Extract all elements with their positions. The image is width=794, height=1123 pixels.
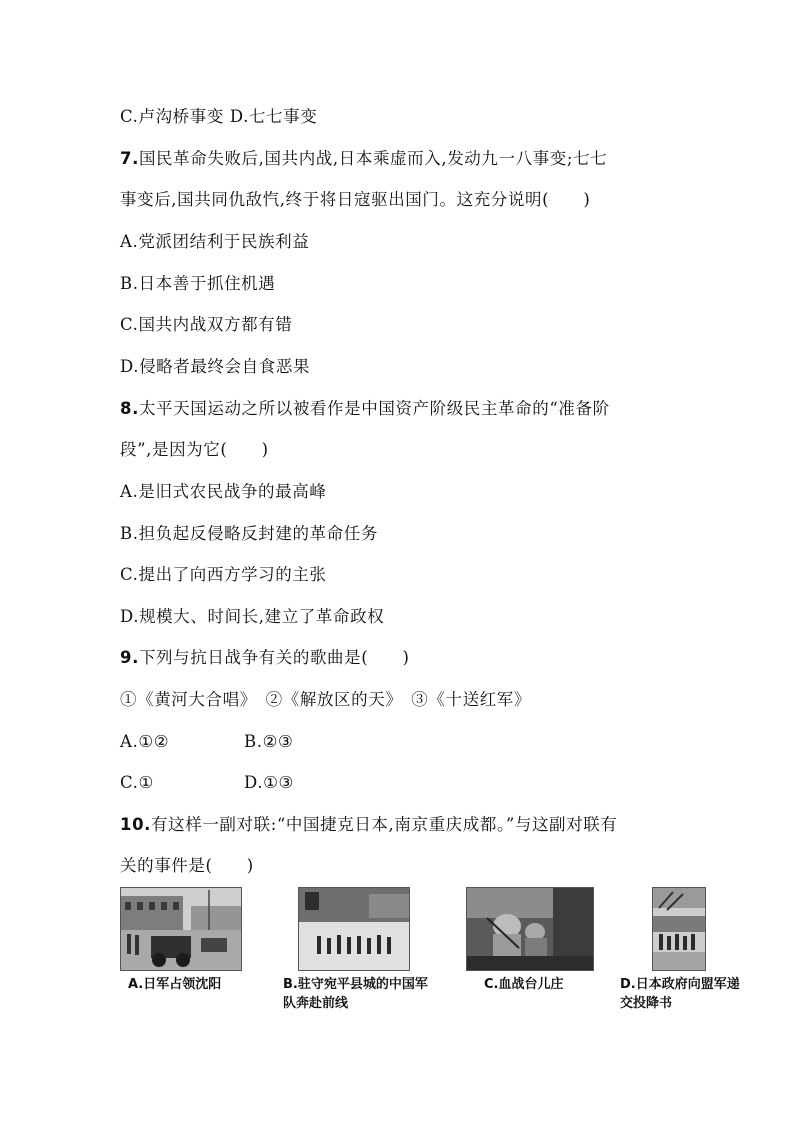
photo-b-wanping-troops xyxy=(298,887,410,971)
q9-option-a: A.①② xyxy=(120,732,170,751)
q7-option-d: D.侵略者最终会自食恶果 xyxy=(120,357,311,376)
q8-option-d: D.规模大、时间长,建立了革命政权 xyxy=(120,607,385,626)
q10-stem-line1 xyxy=(120,814,617,836)
q10-number: 10. xyxy=(120,815,152,834)
caption-d: D.日本政府向盟军递交投降书 xyxy=(620,977,740,1011)
caption-c: C.血战台儿庄 xyxy=(484,977,564,992)
q9-stem-text1: 下列与抗日战争有关的歌曲是( ) xyxy=(138,648,410,667)
q9-option-b: B.②③ xyxy=(244,732,294,751)
q9-number: 9. xyxy=(120,648,139,667)
q8-option-b: B.担负起反侵略反封建的革命任务 xyxy=(120,524,378,543)
photo-c-taierzhuang-battle xyxy=(466,887,594,971)
caption-b: B.驻守宛平县城的中国军队奔赴前线 xyxy=(283,977,428,1011)
q7-option-b: B.日本善于抓住机遇 xyxy=(120,274,276,293)
q9-option-d: D.①③ xyxy=(244,773,294,792)
q7-stem-text1: 国民革命失败后,国共内战,日本乘虚而入,发动九一八事变;七七 xyxy=(138,149,608,168)
q7-option-a: A.党派团结利于民族利益 xyxy=(120,232,310,251)
q8-stem-line1 xyxy=(120,398,610,420)
q8-option-c: C.提出了向西方学习的主张 xyxy=(120,565,327,584)
q7-stem-line2: 事变后,国共同仇敌忾,终于将日寇驱出国门。这充分说明( ) xyxy=(120,190,591,209)
q8-stem-text1: 太平天国运动之所以被看作是中国资产阶级民主革命的“准备阶 xyxy=(138,399,610,418)
q10-stem-line2: 关的事件是( ) xyxy=(120,856,254,875)
caption-a: A.日军占领沈阳 xyxy=(128,977,222,992)
q8-option-a: A.是旧式农民战争的最高峰 xyxy=(120,482,327,501)
q6-options-cd: C.卢沟桥事变 D.七七事变 xyxy=(120,107,318,126)
q7-option-c: C.国共内战双方都有错 xyxy=(120,315,293,334)
q9-stem-line1 xyxy=(120,647,410,669)
q9-songs: ①《黄河大合唱》 ②《解放区的天》 ③《十送红军》 xyxy=(120,690,531,709)
q10-stem-text1: 有这样一副对联:“中国捷克日本,南京重庆成都。”与这副对联有 xyxy=(151,815,618,834)
q8-number: 8. xyxy=(120,399,139,418)
photo-d-japan-surrender xyxy=(652,887,706,971)
q7-number: 7. xyxy=(120,149,139,168)
q7-stem-line1 xyxy=(120,148,607,170)
q8-stem-line2: 段”,是因为它( ) xyxy=(120,440,269,459)
q9-option-c: C.① xyxy=(120,773,154,792)
photo-a-japanese-army-shenyang xyxy=(120,887,242,971)
